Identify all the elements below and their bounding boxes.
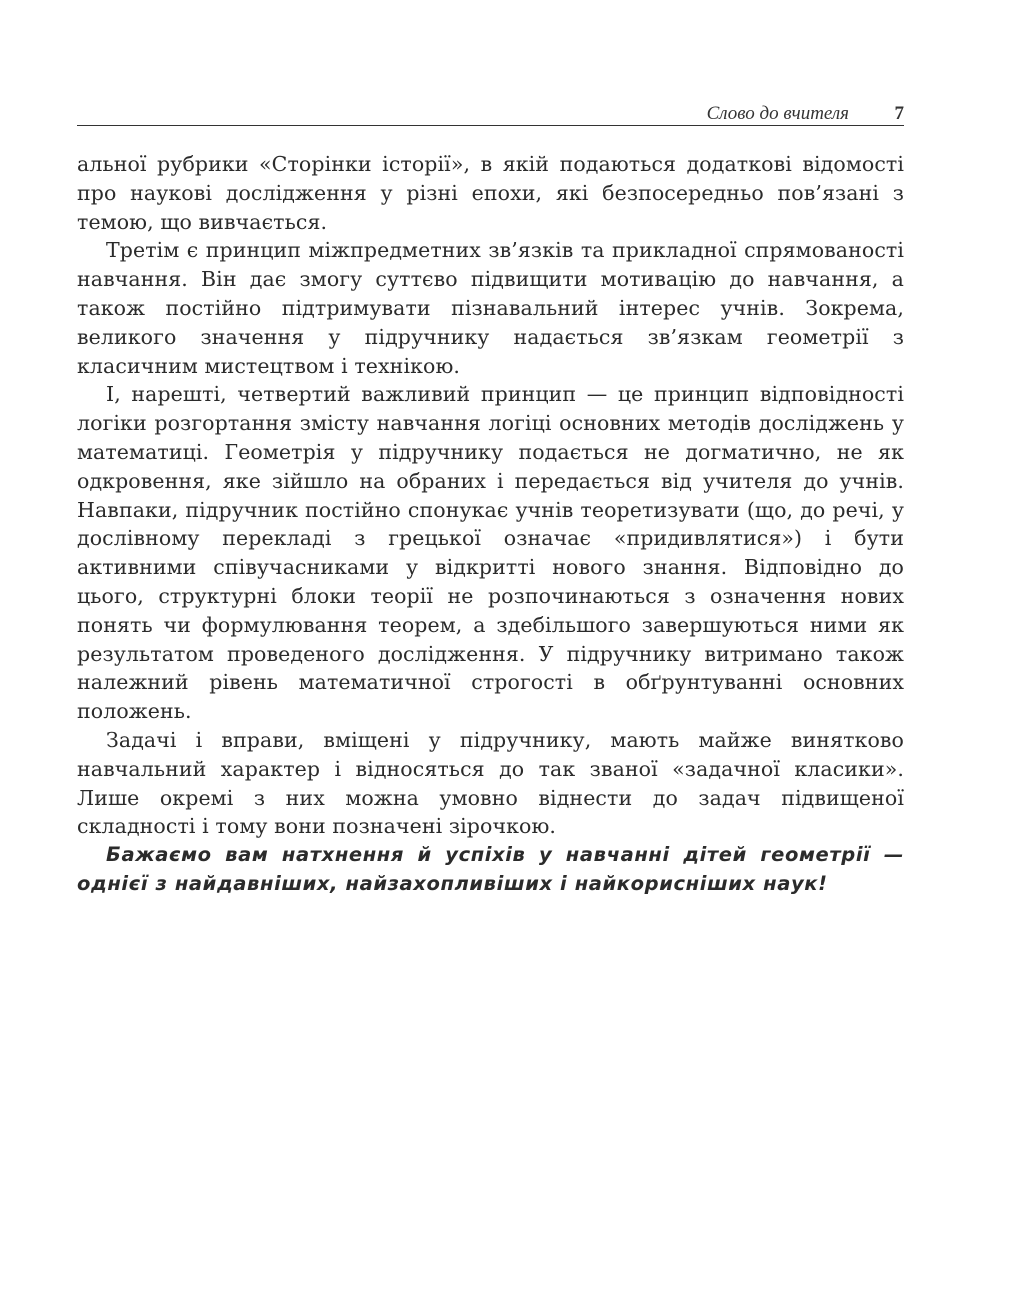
page-number: 7	[894, 103, 904, 124]
paragraph-exercises: Задачі і вправи, вміщені у підручнику, мають майже винятково навчальний характер і відносяться до так званої «задачної класики». Лише окремі з них можна умовно віднести до задач підвищеної складності і тому вони позначені зірочкою.	[77, 727, 904, 839]
body-text	[77, 150, 904, 899]
running-header	[77, 103, 904, 126]
closing-wish: Бажаємо вам натхнення й успіхів у навчанні дітей геометрії — однієї з найдавніших, найзахопливіших і найкорисніших наук!	[77, 843, 904, 895]
paragraph-continued: альної рубрики «Сторінки історії», в якій подаються додаткові відомості про наукові дослідження у різні епохи, які безпосередньо пов’язані з темою, що вивчається.	[77, 152, 904, 234]
paragraph-fourth-principle: І, нарешті, четвертий важливий принцип — це принцип відповідності логіки розгортання змісту навчання логіці основних методів досліджень у математиці. Геометрія у підручнику подається не догматично, не як одкровення, яке зійшло на обраних і передається від учителя до учнів. Навпаки, підручник постійно спонукає учнів теоретизувати (що, до речі, у дослівному перекладі з грецької означає «придивлятися») і бути активними співучасниками у відкритті нового знання. Відповідно до цього, структурні блоки теорії не розпочинаються з означення нових понять чи формулювання теорем, а здебільшого завершуються ними як результатом проведеного дослідження. У підручнику витримано також належний рівень математичної строгості в обґрунтуванні основних положень.	[77, 382, 904, 724]
header-title: Слово до вчителя	[706, 103, 849, 124]
paragraph-third-principle: Третім є принцип міжпредметних зв’язків та прикладної спрямованості навчання. Він дає змогу суттєво підвищити мотивацію до навчання, а також постійно підтримувати пізнавальний інтерес учнів. Зокрема, великого значення у підручнику надається зв’язкам геометрії з класичним мистецтвом і технікою.	[77, 238, 904, 378]
